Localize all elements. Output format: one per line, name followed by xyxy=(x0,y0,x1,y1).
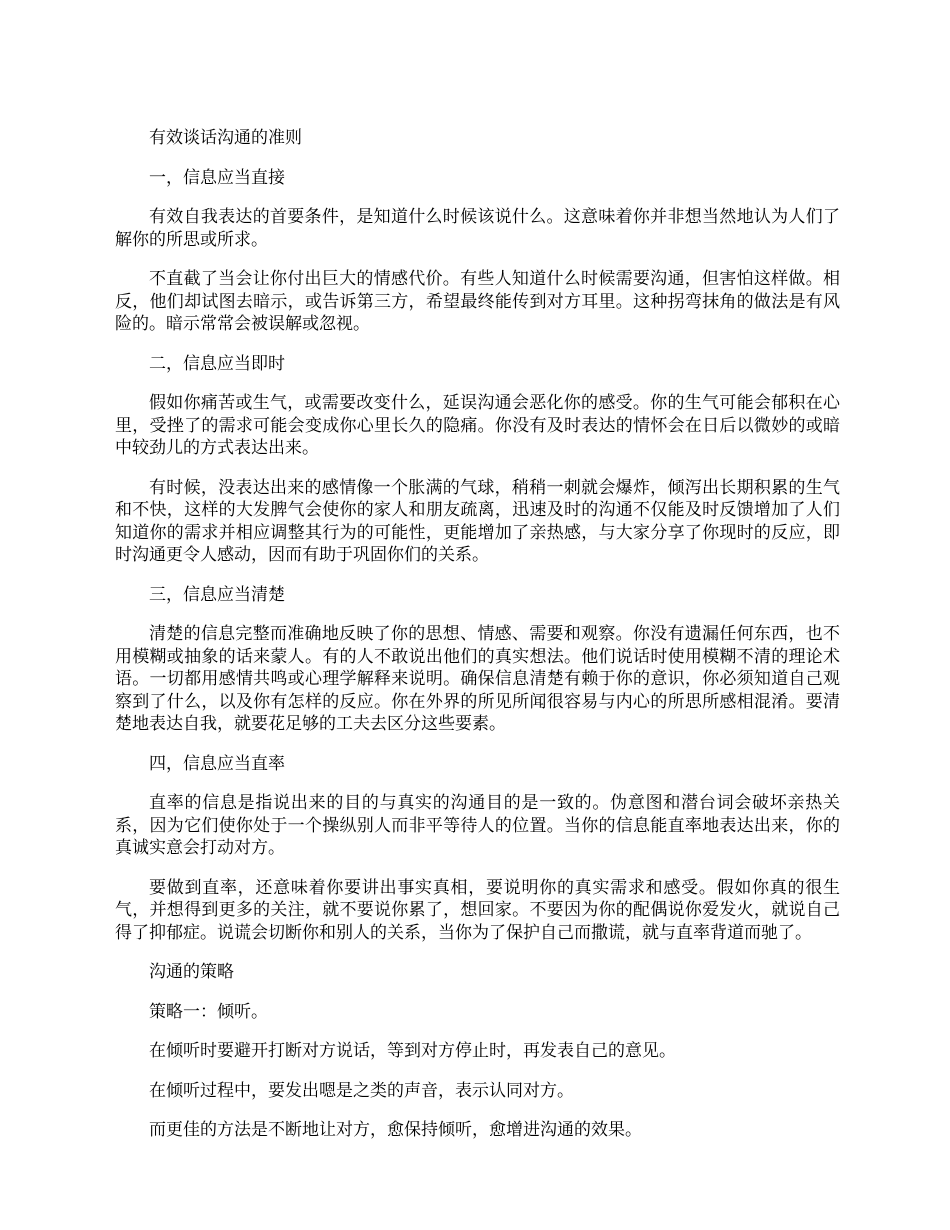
document-title: 有效谈话沟通的准则 xyxy=(149,128,302,148)
paragraph: 在倾听时要避开打断对方说话，等到对方停止时，再发表自己的意见。 xyxy=(149,1041,676,1061)
section-heading-straightforward: 四，信息应当直率 xyxy=(149,753,285,774)
section-heading-strategy: 沟通的策略 xyxy=(149,962,234,982)
paragraph: 清楚的信息完整而准确地反映了你的思想、情感、需要和观察。你没有遗漏任何东西，也不用模糊或抽象的话来蒙人。有的人不敢说出他们的真实想法。他们说话时使用模糊不清的理论术语。一切都用感情共鸣或心理学解释来说明。确保信息清楚有赖于你的意识，你必须知道自己观察到了什么，以及你有怎样的反应。你在外界的所见所闻很容易与内心的所思所感相混淆。要清楚地表达自我，就要花足够的工夫去区分这些要素。 xyxy=(115,624,840,734)
document-page xyxy=(115,127,840,1159)
section-heading-direct: 一，信息应当直接 xyxy=(149,167,285,188)
paragraph: 假如你痛苦或生气，或需要改变什么，延误沟通会恶化你的感受。你的生气可能会郁积在心里，受挫了的需求可能会变成你心里长久的隐痛。你没有及时表达的情怀会在日后以微妙的或暗中较劲儿的方式表达出来。 xyxy=(115,393,840,458)
paragraph: 不直截了当会让你付出巨大的情感代价。有些人知道什么时候需要沟通，但害怕这样做。相反，他们却试图去暗示，或告诉第三方，希望最终能传到对方耳里。这种拐弯抹角的做法是有风险的。暗示常常会被误解或忽视。 xyxy=(115,269,840,334)
paragraph: 有效自我表达的首要条件，是知道什么时候该说什么。这意味着你并非想当然地认为人们了解你的所思或所求。 xyxy=(115,207,840,250)
section-heading-timely: 二，信息应当即时 xyxy=(149,353,285,374)
paragraph: 而更佳的方法是不断地让对方，愈保持倾听，愈增进沟通的效果。 xyxy=(149,1120,642,1140)
paragraph: 在倾听过程中，要发出嗯是之类的声音，表示认同对方。 xyxy=(149,1080,574,1101)
paragraph: 有时候，没表达出来的感情像一个胀满的气球，稍稍一刺就会爆炸，倾泻出长期积累的生气和不快，这样的大发脾气会使你的家人和朋友疏离，迅速及时的沟通不仅能及时反馈增加了人们知道你的需求并相应调整其行为的可能性，更能增加了亲热感，与大家分享了你现时的反应，即时沟通更令人感动，因而有助于巩固你们的关系。 xyxy=(115,477,840,565)
strategy-one-heading: 策略一：倾听。 xyxy=(149,1001,268,1022)
paragraph: 要做到直率，还意味着你要讲出事实真相，要说明你的真实需求和感受。假如你真的很生气，并想得到更多的关注，就不要说你累了，想回家。不要因为你的配偶说你爱发火，就说自己得了抑郁症。说谎会切断你和别人的关系，当你为了保护自己而撒谎，就与直率背道而驰了。 xyxy=(115,877,840,943)
paragraph: 直率的信息是指说出来的目的与真实的沟通目的是一致的。伪意图和潜台词会破坏亲热关系，因为它们使你处于一个操纵别人而非平等待人的位置。当你的信息能直率地表达出来，你的真诚实意会打动对方。 xyxy=(115,793,840,858)
section-heading-clear: 三，信息应当清楚 xyxy=(149,584,285,605)
